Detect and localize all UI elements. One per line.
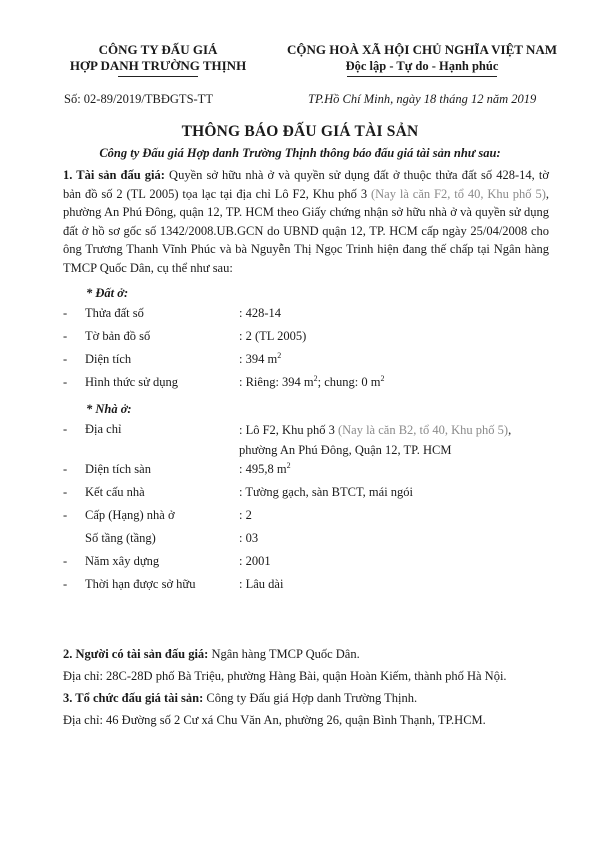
company-name-line2: HỢP DANH TRƯỜNG THỊNH xyxy=(69,58,247,73)
page-title: THÔNG BÁO ĐẤU GIÁ TÀI SẢN xyxy=(181,123,419,140)
address-line-2: phường An Phú Đông, Quận 12, TP. HCM xyxy=(239,442,452,457)
national-header xyxy=(272,42,572,77)
house-row-floors xyxy=(63,527,549,550)
parties-section xyxy=(63,643,553,731)
row-label: Năm xây dựng xyxy=(85,553,160,568)
row-label: Cấp (Hạng) nhà ở xyxy=(85,507,175,522)
section-3-lead: 3. Tổ chức đấu giá tài sản: xyxy=(63,691,204,705)
bullet-dash: - xyxy=(63,351,68,366)
house-row-ownership-term xyxy=(63,573,549,596)
address-text-a: : Lô F2, Khu phố 3 xyxy=(239,422,338,437)
section-1-text-a: Quyền sở hữu nhà ở và quyền sử dụng đất ở thuộc thửa đất số 428-14, tờ bản đồ số 2 (TL 2005) tọa lạc tại địa chỉ Lô F2, Khu phố 3 xyxy=(63,168,549,201)
house-row-address xyxy=(63,418,549,458)
section-1-text-b: , phường An Phú Đông, quận 12, TP. HCM theo Giấy chứng nhận sở hữu nhà ở và quyền sử dụng đất ở hồ sơ gốc số 1342/2008.UB.GCN do UBND quận 12, TP. HCM cấp ngày 25/04/2008 cho ông Trương Thanh Vĩnh Phúc và bà Nguyễn Thị Ngọc Trinh hiện đang thế chấp tại Ngân hàng TMCP Quốc Dân, cụ thể như sau: xyxy=(63,186,549,275)
row-value-text: : 394 m xyxy=(239,351,278,366)
bullet-dash: - xyxy=(63,576,68,591)
row-value: : 2 (TL 2005) xyxy=(239,328,307,343)
row-label: Diện tích xyxy=(85,351,132,366)
row-value-text: : 495,8 m xyxy=(239,461,287,476)
bullet-dash: - xyxy=(63,305,68,320)
row-label: Tờ bản đồ số xyxy=(85,328,151,343)
section-1-paragraph xyxy=(63,166,549,278)
row-value xyxy=(239,371,385,394)
bullet-dash: - xyxy=(63,484,68,499)
unit-superscript: 2 xyxy=(286,460,291,470)
notice-body xyxy=(63,166,549,596)
row-label: Thời hạn được sở hữu xyxy=(85,576,196,591)
bullet-dash: - xyxy=(63,421,68,436)
row-value-text-b: ; chung: 0 m xyxy=(317,374,381,389)
document-number: Số: 02-89/2019/TBĐGTS-TT xyxy=(64,92,213,106)
row-value: : 03 xyxy=(239,530,259,545)
section-2-address: Địa chỉ: 28C-28D phố Bà Triệu, phường Hàng Bài, quận Hoàn Kiếm, thành phố Hà Nội. xyxy=(63,669,507,683)
row-value: : 2 xyxy=(239,507,252,522)
row-value xyxy=(239,458,291,481)
row-label: Kết cấu nhà xyxy=(85,484,145,499)
house-heading: * Nhà ở: xyxy=(86,401,132,416)
unit-superscript: 2 xyxy=(380,373,385,383)
section-3-address: Địa chỉ: 46 Đường số 2 Cư xá Chu Văn An, phường 26, quận Bình Thạnh, TP.HCM. xyxy=(63,713,486,727)
row-value: : Lâu dài xyxy=(239,576,284,591)
land-row-map-sheet xyxy=(63,325,549,348)
bullet-dash: - xyxy=(63,328,68,343)
land-heading: * Đất ở: xyxy=(86,285,129,300)
land-row-plot xyxy=(63,302,549,325)
bullet-dash: - xyxy=(63,507,68,522)
house-row-year-built xyxy=(63,550,549,573)
row-label: Hình thức sử dụng xyxy=(85,374,179,389)
row-value: : 428-14 xyxy=(239,305,282,320)
row-label: Diện tích sàn xyxy=(85,461,151,476)
section-1-lead: 1. Tài sản đấu giá: xyxy=(63,168,165,182)
section-3-text: Công ty Đấu giá Hợp danh Trường Thịnh. xyxy=(203,691,418,705)
company-name-line1: CÔNG TY ĐẤU GIÁ xyxy=(98,42,218,57)
address-text-faint: (Nay là căn B2, tổ 40, Khu phố 5) xyxy=(337,422,509,437)
section-2-text: Ngân hàng TMCP Quốc Dân. xyxy=(208,647,360,661)
motto-underline xyxy=(347,76,497,77)
company-header xyxy=(58,42,258,77)
bullet-dash: - xyxy=(63,553,68,568)
land-row-usage xyxy=(63,371,549,394)
nation-name: CỘNG HOÀ XÃ HỘI CHỦ NGHĨA VIỆT NAM xyxy=(286,42,558,57)
section-2-lead: 2. Người có tài sản đấu giá: xyxy=(63,647,209,661)
unit-superscript: 2 xyxy=(277,350,282,360)
land-row-area xyxy=(63,348,549,371)
intro-line: Công ty Đấu giá Hợp danh Trường Thịnh thông báo đấu giá tài sản như sau: xyxy=(99,146,501,160)
row-value-text-a: : Riêng: 394 m xyxy=(239,374,314,389)
section-3-line xyxy=(63,687,553,709)
nation-motto: Độc lập - Tự do - Hạnh phúc xyxy=(345,59,499,73)
row-value xyxy=(239,420,511,460)
unit-superscript: 2 xyxy=(313,373,318,383)
document-date: TP.Hồ Chí Minh, ngày 18 tháng 12 năm 2019 xyxy=(308,92,537,106)
section-2-line xyxy=(63,643,553,665)
row-label: Địa chỉ xyxy=(85,421,122,436)
house-row-grade xyxy=(63,504,549,527)
section-1-text-faint: (Nay là căn F2, tổ 40, Khu phố 5) xyxy=(370,186,546,201)
house-row-floor-area xyxy=(63,458,549,481)
row-label: Số tầng (tầng) xyxy=(85,530,156,545)
row-value: : 2001 xyxy=(239,553,271,568)
company-underline xyxy=(118,76,198,77)
address-text-b: , xyxy=(508,422,512,437)
row-label: Thửa đất số xyxy=(85,305,144,320)
row-value: : Tường gạch, sàn BTCT, mái ngói xyxy=(239,484,414,499)
bullet-dash: - xyxy=(63,374,68,389)
house-row-structure xyxy=(63,481,549,504)
row-value xyxy=(239,348,281,371)
bullet-dash: - xyxy=(63,461,68,476)
